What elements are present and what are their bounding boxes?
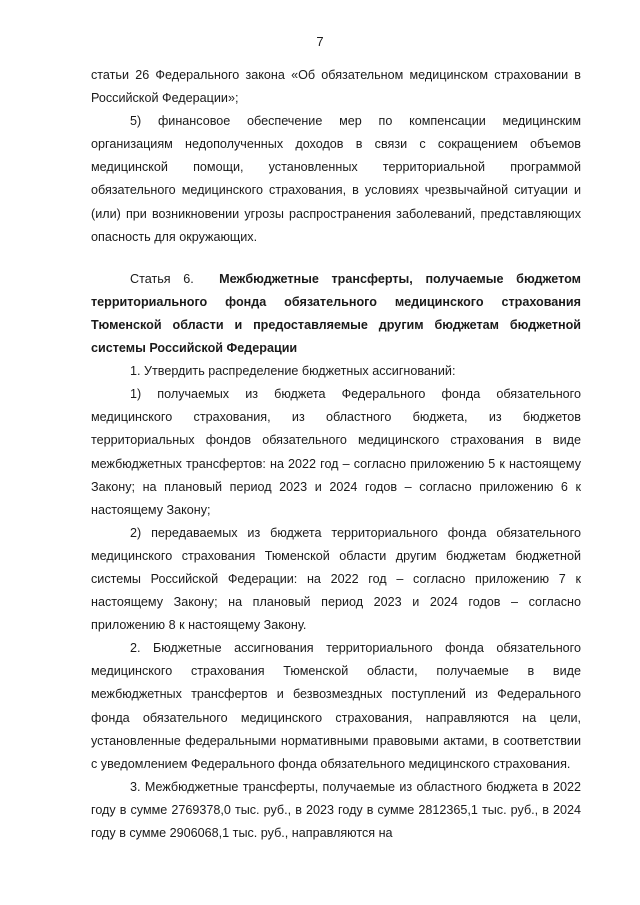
article-6-heading [91,268,581,360]
article-6-paragraph-1-item-2: 2) передаваемых из бюджета территориального фонда обязательного медицинского страхования Тюменской области другим бюджетам бюджетной системы Российской Федерации: на 2022 год – согласно приложению 7 к настоящему Закону; на плановый период 2023 и 2024 годов – согласно приложению 8 к настоящему Закону. [91,525,581,633]
document-body [91,64,581,845]
article-6-paragraph-1: 1. Утвердить распределение бюджетных ассигнований: [130,364,456,379]
article-6-paragraph-1-item-1: 1) получаемых из бюджета Федерального фонда обязательного медицинского страхования, из областного бюджета, из бюджетов территориальных фондов обязательного медицинского страхования в виде межбюджетных трансфертов: на 2022 год – согласно приложению 5 к настоящему Закону; на плановый период 2023 и 2024 годов – согласно приложению 6 к настоящему Закону; [91,387,581,517]
article-6-title: Межбюджетные трансферты, получаемые бюджетом территориального фонда обязательного медицинского страхования Тюменской области и предоставляемые другим бюджетам бюджетной системы Российской Федерации [91,271,581,356]
spacer [91,249,581,268]
article-6-label: Статья 6. [130,271,194,286]
article-6-paragraph-2: 2. Бюджетные ассигнования территориального фонда обязательного медицинского страхования Тюменской области, получаемые в виде межбюджетных трансфертов и безвозмездных поступлений из Федерального фонда обязательного медицинского страхования, направляются на цели, установленные федеральными нормативными правовыми актами, в соответствии с уведомлением Федерального фонда обязательного медицинского страхования. [91,641,581,771]
paragraph-item-5: 5) финансовое обеспечение мер по компенсации медицинским организациям недополученных доходов в связи с сокращением объемов медицинской помощи, установленных территориальной программой обязательного медицинского страхования, в условиях чрезвычайной ситуации и (или) при возникновении угрозы распространения заболеваний, представляющих опасность для окружающих. [91,114,581,244]
page-number: 7 [316,34,324,49]
paragraph-continuation: статьи 26 Федерального закона «Об обязательном медицинском страховании в Российской Федерации»; [91,68,581,106]
article-6-paragraph-3: 3. Межбюджетные трансферты, получаемые из областного бюджета в 2022 году в сумме 2769378,0 тыс. руб., в 2023 году в сумме 2812365,1 тыс. руб., в 2024 году в сумме 2906068,1 тыс. руб., направляются на [91,779,581,840]
